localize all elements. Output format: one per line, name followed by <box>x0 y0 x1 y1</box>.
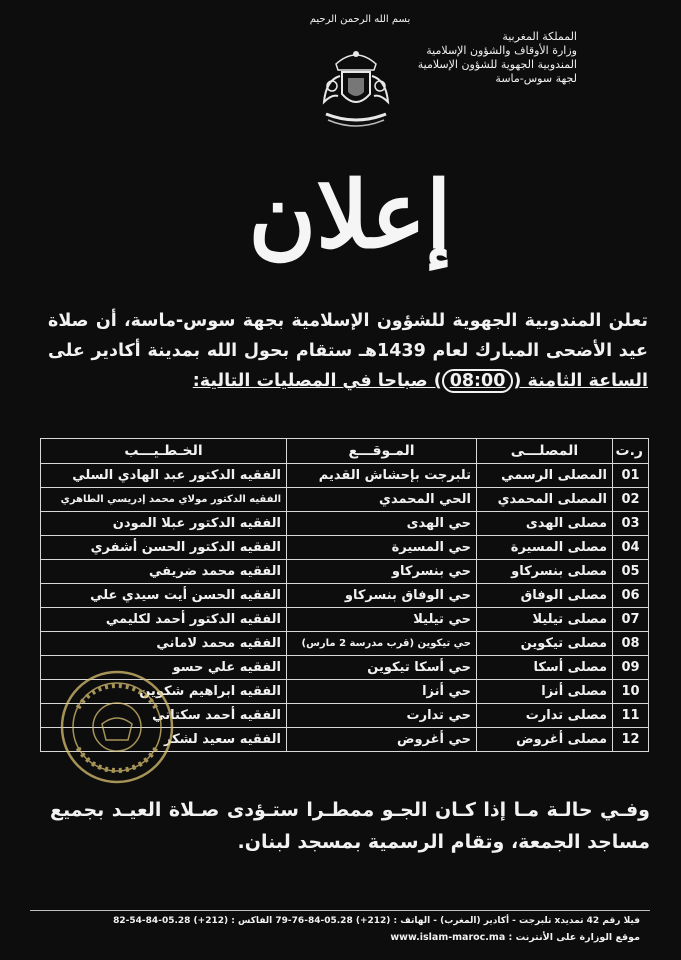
row-number: 10 <box>613 680 649 704</box>
row-number: 04 <box>613 536 649 560</box>
header-line: وزارة الأوقاف والشؤون الإسلامية <box>426 44 577 57</box>
website-link[interactable]: www.islam-maroc.ma <box>390 932 506 943</box>
intro-time-phrase <box>193 369 648 393</box>
closing-paragraph: وفـي حالـة مـا إذا كـان الجـو ممطـرا ستـؤدى صـلاة العيـد بجميع مساجد الجمعة، وتقام الرسمية بمسجد لبنان. <box>50 799 650 853</box>
table-row <box>41 608 649 632</box>
khatib-cell: الفقيه الدكتور الحسن أشفري <box>41 536 287 560</box>
location-cell: حي تدارت <box>287 704 477 728</box>
khatib-cell: الفقيه محمد لاماني <box>41 632 287 656</box>
row-number: 01 <box>613 464 649 488</box>
header-line: لجهة سوس-ماسة <box>495 72 577 85</box>
khatib-cell: الفقيه الدكتور أحمد لكليمي <box>41 608 287 632</box>
column-header-musalla: المصلـــى <box>477 439 613 464</box>
khatib-cell: الفقيه أحمد سكتاني <box>41 704 287 728</box>
khatib-cell: الفقيه محمد ضريفي <box>41 560 287 584</box>
musalla-cell: مصلى أغروض <box>477 728 613 752</box>
musalla-cell: مصلى تيكوين <box>477 632 613 656</box>
location-cell: تلبرجت بإحشاش القديم <box>287 464 477 488</box>
table-row <box>41 488 649 512</box>
musalla-cell: مصلى أسكا <box>477 656 613 680</box>
khatib-cell: الفقيه الحسن أيت سيدي علي <box>41 584 287 608</box>
footer-website-line <box>200 932 640 943</box>
musalla-cell: مصلى المسيرة <box>477 536 613 560</box>
row-number: 02 <box>613 488 649 512</box>
ministry-header <box>377 30 577 86</box>
khatib-cell: الفقيه الدكتور عبلا المودن <box>41 512 287 536</box>
khatib-cell: الفقيه الدكتور مولاي محمد إدريسي الطاهري <box>41 488 287 512</box>
musalla-cell: مصلى الهدى <box>477 512 613 536</box>
table-row <box>41 560 649 584</box>
location-cell: حي بنسركاو <box>287 560 477 584</box>
row-number: 03 <box>613 512 649 536</box>
musalla-cell: مصلى الوفاق <box>477 584 613 608</box>
header-line: المندوبية الجهوية للشؤون الإسلامية <box>417 58 577 71</box>
coat-of-arms-icon <box>314 44 398 130</box>
row-number: 07 <box>613 608 649 632</box>
khatib-cell: الفقيه الدكتور عبد الهادي السلي <box>41 464 287 488</box>
table-row <box>41 632 649 656</box>
location-cell: حي تيكوين (قرب مدرسة 2 مارس) <box>287 632 477 656</box>
row-number: 11 <box>613 704 649 728</box>
intro-time-suffix: ) صباحا في المصليات التالية: <box>192 371 442 391</box>
official-stamp-icon <box>58 668 176 786</box>
location-cell: حي الهدى <box>287 512 477 536</box>
footer-divider <box>30 910 650 911</box>
column-header-location: المـوقـــع <box>287 439 477 464</box>
musalla-cell: مصلى أنزا <box>477 680 613 704</box>
table-row <box>41 464 649 488</box>
intro-text: تعلن المندوبية الجهوية للشؤون الإسلامية بجهة سوس-ماسة، أن صلاة عيد الأضحى المبارك لعام 1439هـ ستقام بحول الله بمدينة أكادير على <box>48 311 648 361</box>
musalla-cell: مصلى بنسركاو <box>477 560 613 584</box>
prayer-time: 08:00 <box>442 369 514 393</box>
table-row <box>41 584 649 608</box>
location-cell: حي أسكا تيكوين <box>287 656 477 680</box>
location-cell: حي أغروض <box>287 728 477 752</box>
row-number: 12 <box>613 728 649 752</box>
intro-paragraph <box>48 306 648 396</box>
musalla-cell: مصلى تيليلا <box>477 608 613 632</box>
musalla-cell: المصلى الرسمي <box>477 464 613 488</box>
row-number: 06 <box>613 584 649 608</box>
row-number: 09 <box>613 656 649 680</box>
location-cell: حي تيليلا <box>287 608 477 632</box>
announcement-title: إعلان <box>248 161 452 269</box>
intro-time-label: الساعة الثامنة ( <box>513 371 648 391</box>
table-row <box>41 536 649 560</box>
location-cell: الحي المحمدي <box>287 488 477 512</box>
column-header-khatib: الخـطـيـــب <box>41 439 287 464</box>
header-line: المملكة المغربية <box>502 30 577 43</box>
location-cell: حي الوفاق بنسركاو <box>287 584 477 608</box>
khatib-cell: الفقيه سعيد لشكر <box>41 728 287 752</box>
khatib-cell: الفقيه ابراهيم شكوين <box>41 680 287 704</box>
musalla-cell: مصلى تدارت <box>477 704 613 728</box>
khatib-cell: الفقيه علي حسو <box>41 656 287 680</box>
location-cell: حي أنزا <box>287 680 477 704</box>
basmala: بسم الله الرحمن الرحيم <box>309 14 411 25</box>
row-number: 08 <box>613 632 649 656</box>
column-header-number: ر.ت <box>613 439 649 464</box>
website-label: موقع الوزارة على الأنترنت : <box>508 932 640 943</box>
table-header-row <box>41 439 649 464</box>
table-row <box>41 512 649 536</box>
row-number: 05 <box>613 560 649 584</box>
footer-address: فيلا رقم 42 تمديدx تلبرجت - أكادير (المغرب) - الهاتف : (212+) 05.28-84-76-79 الفاكس : (212+) 05.28-84-54-82 <box>113 916 640 926</box>
musalla-cell: المصلى المحمدي <box>477 488 613 512</box>
location-cell: حي المسيرة <box>287 536 477 560</box>
